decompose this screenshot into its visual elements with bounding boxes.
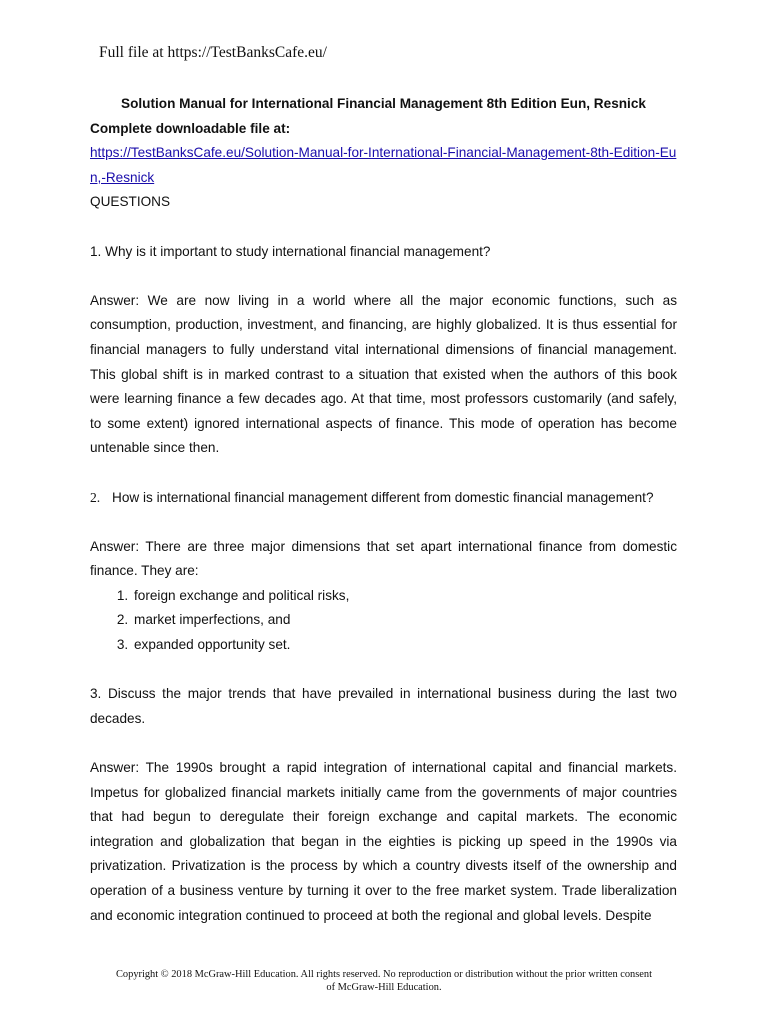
copyright-line-1: Copyright © 2018 McGraw-Hill Education. All rights reserved. No reproduction or distribution without the prior written consent (116, 969, 652, 980)
section-heading: QUESTIONS (90, 194, 171, 210)
answer-1: Answer: We are now living in a world where all the major economic functions, such as consumption, production, investment, and financing, are highly globalized. It is thus essential for financial managers to fully understand vital international dimensions of financial management. This global shift is in marked contrast to a situation that existed when the authors of this book were learning finance a few decades ago. At that time, most professors customarily (and safely, to some extent) ignored international aspects of finance. This mode of operation has become untenable since then. (90, 292, 677, 456)
question-3: 3. Discuss the major trends that have prevailed in international business during the last two decades. (90, 686, 677, 726)
download-link[interactable]: https://TestBanksCafe.eu/Solution-Manual-for-International-Financial-Management-8th-Edition-Eun,-Resnick (90, 145, 677, 185)
question-2-text: How is international financial management different from domestic financial management? (112, 489, 654, 505)
spacer (90, 658, 677, 683)
spacer (90, 510, 677, 535)
copyright-line-2: of McGraw-Hill Education. (326, 982, 442, 993)
list-item: 3. expanded opportunity set. (132, 633, 677, 658)
answer-3: Answer: The 1990s brought a rapid integration of international capital and financial markets. Impetus for globalized financial markets initially came from the governments of major countries that had begun to deregulate their foreign exchange and capital markets. The economic integration and globalization that began in the eighties is picking up speed in the 1990s via privatization. Privatization is the process by which a country divests itself of the ownership and operation of a business venture by turning it over to the free market system. Trade liberalization and economic integration continued to proceed at both the regional and global levels. Despite (90, 760, 677, 923)
spacer (90, 264, 677, 289)
document-title: Solution Manual for International Financial Management 8th Edition Eun, Resnick (121, 96, 646, 111)
list-item: 2. market imperfections, and (132, 608, 677, 633)
document-body (90, 92, 677, 928)
copyright-footer (80, 968, 688, 994)
source-header: Full file at https://TestBanksCafe.eu/ (99, 44, 327, 61)
question-2 (90, 486, 677, 511)
question-1: 1. Why is it important to study international financial management? (90, 243, 491, 259)
spacer (90, 215, 677, 240)
spacer (90, 461, 677, 486)
question-2-number: 2. (90, 489, 101, 505)
list-item: 1. foreign exchange and political risks, (132, 584, 677, 609)
answer-2-intro: Answer: There are three major dimensions that set apart international finance from domestic finance. They are: (90, 538, 677, 579)
answer-2-list (90, 584, 677, 658)
download-label: Complete downloadable file at: (90, 120, 291, 136)
spacer (90, 731, 677, 756)
